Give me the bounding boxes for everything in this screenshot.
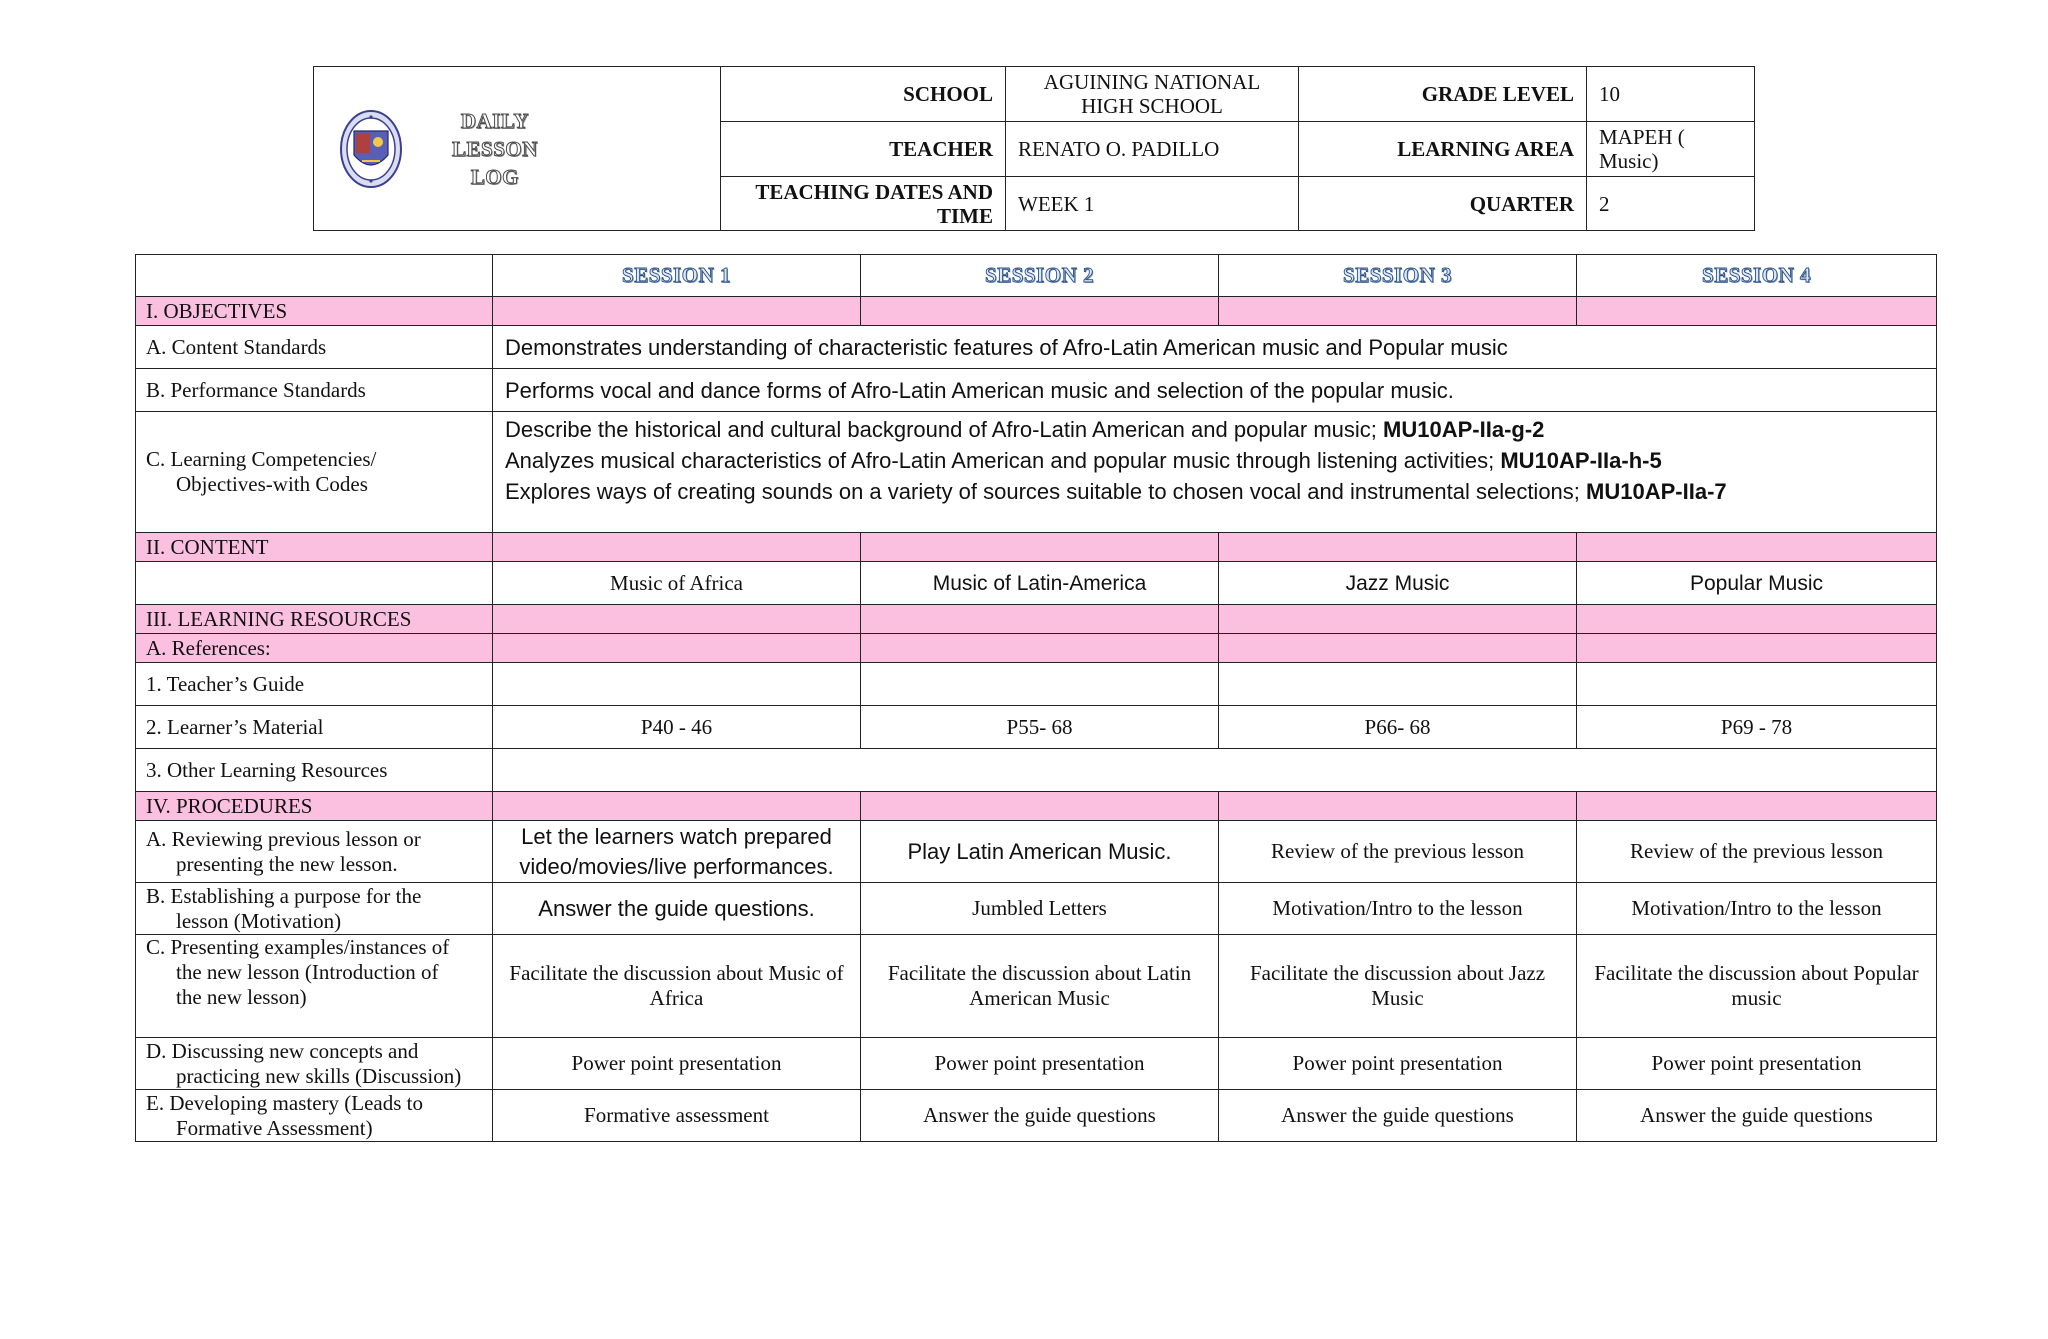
procedure-e-label: E. Developing mastery (Leads to Formative Assessment) (136, 1090, 493, 1142)
procedure-c-session-1: Facilitate the discussion about Music of Africa (493, 935, 861, 1038)
references-label: A. References: (136, 634, 493, 663)
procedure-b-session-3: Motivation/Intro to the lesson (1219, 883, 1577, 935)
procedure-row-e (136, 1090, 1937, 1142)
procedure-b-session-1: Answer the guide questions. (493, 883, 861, 935)
performance-standards-value: Performs vocal and dance forms of Afro-Latin American music and selection of the popular music. (493, 369, 1937, 412)
quarter-label: QUARTER (1299, 177, 1587, 231)
performance-standards-row (136, 369, 1937, 412)
content-section-row (136, 533, 1937, 562)
procedure-d-label: D. Discussing new concepts and practicing new skills (Discussion) (136, 1038, 493, 1090)
procedure-d-session-3: Power point presentation (1219, 1038, 1577, 1090)
session-header-row (136, 255, 1937, 297)
procedure-d-session-4: Power point presentation (1577, 1038, 1937, 1090)
teachers-guide-label: 1. Teacher’s Guide (136, 663, 493, 706)
procedure-row-c (136, 935, 1937, 1038)
procedure-row-a (136, 821, 1937, 883)
procedure-d-session-1: Power point presentation (493, 1038, 861, 1090)
daily-lesson-log-title: DAILY LESSON LOG (452, 108, 538, 189)
procedure-row-d (136, 1038, 1937, 1090)
other-resources-label: 3. Other Learning Resources (136, 749, 493, 792)
learners-material-row (136, 706, 1937, 749)
resources-section-row (136, 605, 1937, 634)
procedure-a-session-2: Play Latin American Music. (861, 821, 1219, 883)
topic-session-4: Popular Music (1577, 562, 1937, 605)
school-label: SCHOOL (721, 67, 1006, 122)
content-standards-row (136, 326, 1937, 369)
session-2-header: SESSION 2 (861, 255, 1219, 297)
objectives-section-row (136, 297, 1937, 326)
teaching-dates-value: WEEK 1 (1006, 177, 1299, 231)
procedure-c-session-3: Facilitate the discussion about Jazz Music (1219, 935, 1577, 1038)
learning-competencies-row (136, 412, 1937, 533)
procedure-b-session-4: Motivation/Intro to the lesson (1577, 883, 1937, 935)
other-resources-row (136, 749, 1937, 792)
competency-line-1: Describe the historical and cultural background of Afro-Latin American and popular music; MU10AP-IIa-g-2 (505, 417, 1545, 442)
blank-corner-cell (136, 255, 493, 297)
learning-area-value: MAPEH ( Music) (1587, 122, 1755, 177)
procedure-a-label: A. Reviewing previous lesson or presenting the new lesson. (136, 821, 493, 883)
content-section-label: II. CONTENT (136, 533, 493, 562)
logo-cell (314, 67, 721, 231)
teacher-label: TEACHER (721, 122, 1006, 177)
teacher-value: RENATO O. PADILLO (1006, 122, 1299, 177)
session-4-header: SESSION 4 (1577, 255, 1937, 297)
learning-competencies-value (493, 412, 1937, 533)
procedure-a-session-3: Review of the previous lesson (1219, 821, 1577, 883)
procedure-row-b (136, 883, 1937, 935)
references-row (136, 634, 1937, 663)
learners-material-session-3: P66- 68 (1219, 706, 1577, 749)
header-table (313, 66, 1755, 231)
learners-material-session-2: P55- 68 (861, 706, 1219, 749)
topic-session-3: Jazz Music (1219, 562, 1577, 605)
procedure-a-session-1: Let the learners watch prepared video/movies/live performances. (493, 821, 861, 883)
procedures-section-row (136, 792, 1937, 821)
learners-material-session-4: P69 - 78 (1577, 706, 1937, 749)
procedures-section-label: IV. PROCEDURES (136, 792, 493, 821)
procedure-c-session-2: Facilitate the discussion about Latin American Music (861, 935, 1219, 1038)
session-1-header: SESSION 1 (493, 255, 861, 297)
learners-material-session-1: P40 - 46 (493, 706, 861, 749)
performance-standards-label: B. Performance Standards (136, 369, 493, 412)
learning-competencies-label: C. Learning Competencies/ Objectives-with Codes (136, 412, 493, 533)
topic-session-1: Music of Africa (493, 562, 861, 605)
resources-section-label: III. LEARNING RESOURCES (136, 605, 493, 634)
grade-level-label: GRADE LEVEL (1299, 67, 1587, 122)
deped-seal-icon (340, 109, 402, 189)
objectives-section-label: I. OBJECTIVES (136, 297, 493, 326)
daily-lesson-log-table (135, 254, 1937, 1142)
procedure-e-session-2: Answer the guide questions (861, 1090, 1219, 1142)
procedure-c-label: C. Presenting examples/instances of the new lesson (Introduction of the new lesson) (136, 935, 493, 1038)
content-topics-row (136, 562, 1937, 605)
content-standards-value: Demonstrates understanding of characteristic features of Afro-Latin American music and Popular music (493, 326, 1937, 369)
topic-session-2: Music of Latin-America (861, 562, 1219, 605)
school-value: AGUINING NATIONAL HIGH SCHOOL (1006, 67, 1299, 122)
session-3-header: SESSION 3 (1219, 255, 1577, 297)
procedure-e-session-3: Answer the guide questions (1219, 1090, 1577, 1142)
learning-area-label: LEARNING AREA (1299, 122, 1587, 177)
quarter-value: 2 (1587, 177, 1755, 231)
competency-line-3: Explores ways of creating sounds on a variety of sources suitable to chosen vocal and instrumental selections; MU10AP-IIa-7 (505, 479, 1727, 504)
competency-line-2: Analyzes musical characteristics of Afro-Latin American and popular music through listening activities; MU10AP-IIa-h-5 (505, 448, 1662, 473)
content-standards-label: A. Content Standards (136, 326, 493, 369)
procedure-b-label: B. Establishing a purpose for the lesson (Motivation) (136, 883, 493, 935)
procedure-e-session-1: Formative assessment (493, 1090, 861, 1142)
procedure-d-session-2: Power point presentation (861, 1038, 1219, 1090)
teaching-dates-label: TEACHING DATES AND TIME (721, 177, 1006, 231)
teachers-guide-row (136, 663, 1937, 706)
procedure-a-session-4: Review of the previous lesson (1577, 821, 1937, 883)
procedure-c-session-4: Facilitate the discussion about Popular music (1577, 935, 1937, 1038)
grade-level-value: 10 (1587, 67, 1755, 122)
procedure-e-session-4: Answer the guide questions (1577, 1090, 1937, 1142)
procedure-b-session-2: Jumbled Letters (861, 883, 1219, 935)
learners-material-label: 2. Learner’s Material (136, 706, 493, 749)
